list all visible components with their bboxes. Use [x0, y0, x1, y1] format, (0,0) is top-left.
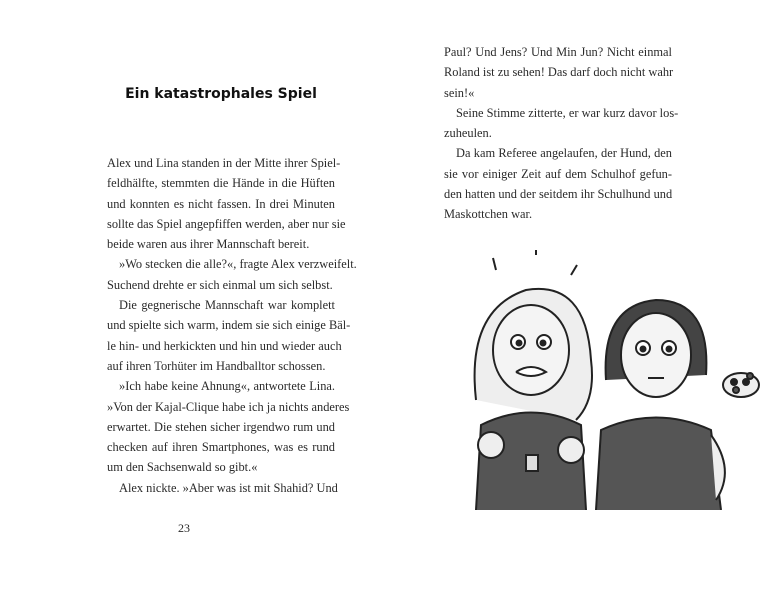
text-line: Roland ist zu sehen! Das darf doch nicht wahr: [444, 65, 674, 80]
text-line: sein!«: [444, 85, 475, 100]
page-number: 23: [178, 521, 190, 535]
text-line: den hatten und der seitdem ihr Schulhund und: [444, 187, 673, 202]
text-line: sie vor einiger Zeit auf dem Schulhof gefun-: [444, 166, 672, 181]
text-line: sollte das Spiel angepfiffen werden, aber nur sie: [107, 216, 346, 231]
left-page: [0, 0, 390, 600]
illustration-two-girls-and-dog: [436, 250, 766, 510]
text-line: Alex nickte. »Aber was ist mit Shahid? Und: [119, 480, 338, 495]
calm-girl: [596, 300, 725, 510]
right-page: [391, 0, 781, 600]
text-line: zuheulen.: [444, 126, 492, 141]
worried-girl: [475, 250, 592, 510]
text-line: und spielte sich warm, indem sie sich einige Bäl-: [107, 318, 351, 333]
right-body-text: [444, 42, 679, 225]
chapter-title: Ein katastrophales Spiel: [125, 86, 317, 102]
text-line: Suchend drehte er sich einmal um sich selbst.: [107, 277, 333, 292]
text-line: Seine Stimme zitterte, er war kurz davor los-: [456, 105, 679, 120]
text-line: beide waren aus ihrer Mannschaft bereit.: [107, 237, 310, 252]
dog-referee: [723, 373, 759, 397]
text-line: checken auf ihren Smartphones, was es rund: [107, 440, 335, 455]
left-body-text: [107, 153, 357, 498]
text-line: »Von der Kajal-Clique habe ich ja nichts anderes: [107, 399, 350, 414]
text-line: »Wo stecken die alle?«, fragte Alex verzweifelt.: [119, 257, 357, 272]
text-line: »Ich habe keine Ahnung«, antwortete Lina.: [119, 379, 335, 394]
text-line: um den Sachsenwald so gibt.«: [107, 460, 258, 475]
text-line: und konnten es nicht fassen. In drei Minuten: [107, 196, 335, 211]
text-line: Maskottchen war.: [444, 207, 533, 222]
text-line: le hin- und herkickten und hin und wieder auch: [107, 338, 342, 353]
text-line: Paul? Und Jens? Und Min Jun? Nicht einmal: [444, 45, 672, 59]
text-line: Die gegnerische Mannschaft war komplett: [119, 298, 335, 313]
text-line: auf ihren Torhüter im Handballtor schossen.: [107, 358, 326, 373]
text-line: feldhälfte, stemmten die Hände in die Hüften: [107, 176, 335, 191]
text-line: erwartet. Die stehen sicher irgendwo rum und: [107, 419, 335, 434]
text-line: Alex und Lina standen in der Mitte ihrer Spiel-: [107, 156, 341, 170]
text-line: Da kam Referee angelaufen, der Hund, den: [456, 146, 672, 161]
